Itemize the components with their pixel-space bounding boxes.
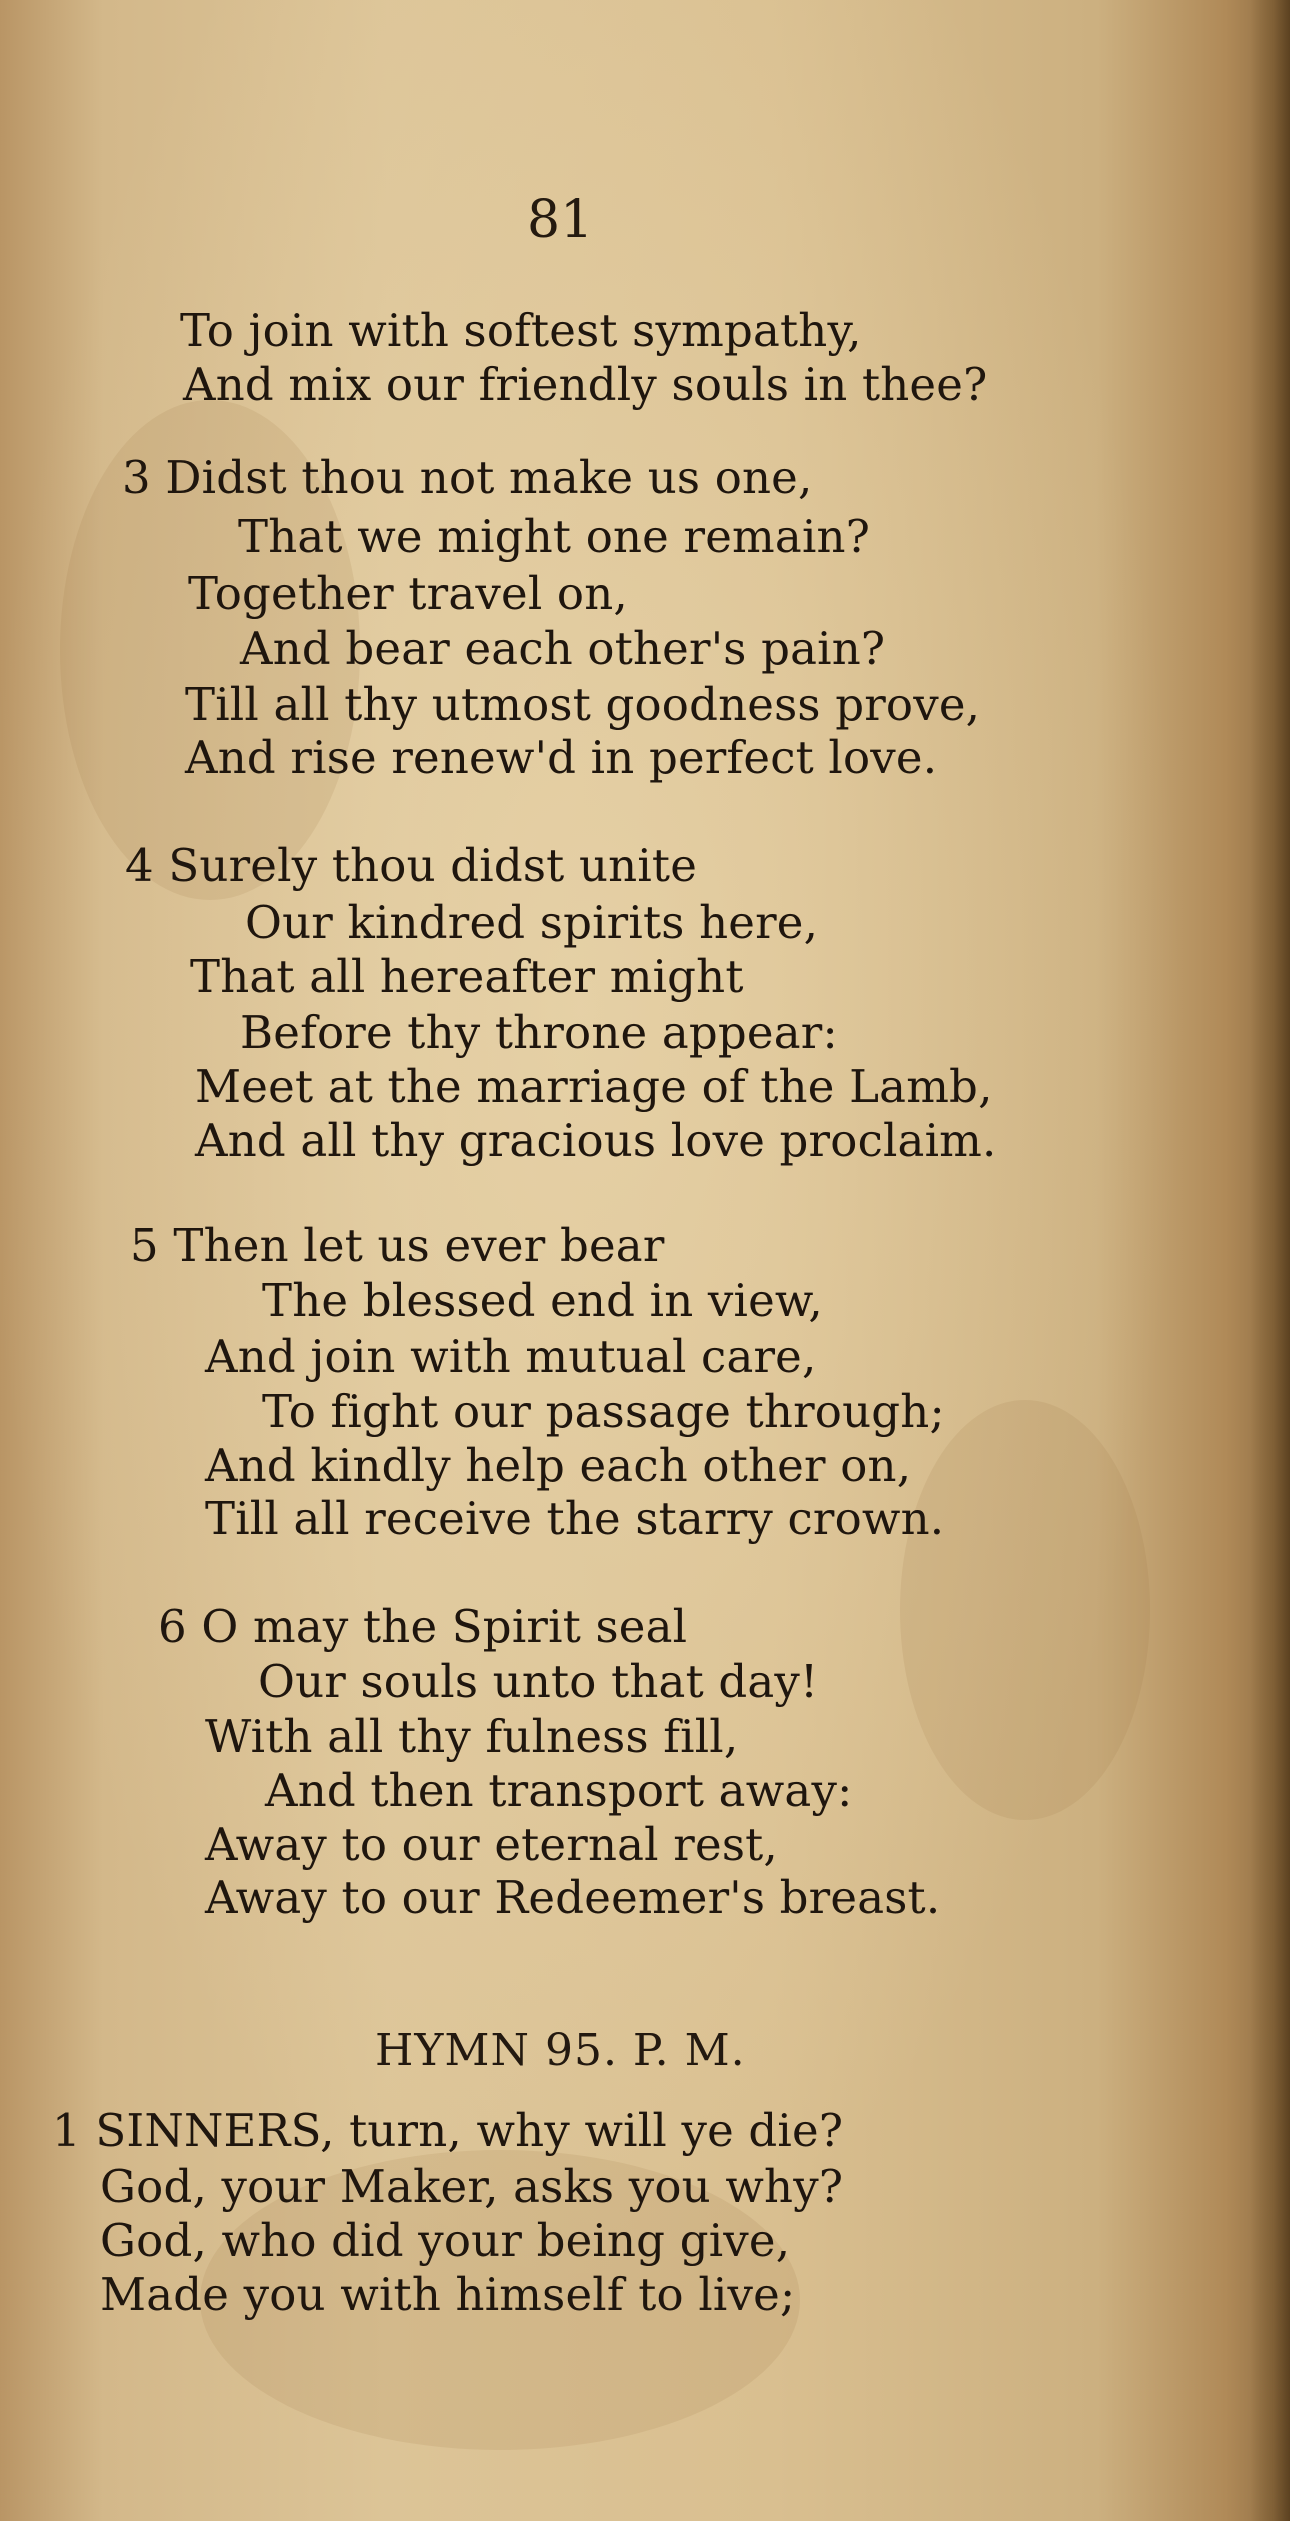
verse-text: Till all thy utmost goodness prove, xyxy=(185,678,981,731)
verse-line xyxy=(205,1492,945,1545)
verse-text: Before thy throne appear: xyxy=(240,1006,838,1059)
verse-line xyxy=(100,2160,844,2213)
verse-text: Away to our eternal rest, xyxy=(205,1818,778,1871)
verse-line xyxy=(52,2104,844,2157)
verse-text: And bear each other's pain? xyxy=(240,622,886,675)
verse-text: Together travel on, xyxy=(188,567,628,620)
verse-text: Our souls unto that day! xyxy=(258,1655,819,1708)
verse-text: To fight our passage through; xyxy=(262,1385,945,1438)
verse-text: And then transport away: xyxy=(265,1764,853,1817)
verse-text: Surely thou didst unite xyxy=(168,839,698,892)
verse-line xyxy=(185,678,981,731)
stanza-number: 5 xyxy=(130,1219,159,1272)
verse-text: Didst thou not make us one, xyxy=(165,451,813,504)
verse-line xyxy=(125,839,698,892)
verse-line xyxy=(180,304,862,357)
verse-line xyxy=(238,510,871,563)
verse-text: God, your Maker, asks you why? xyxy=(100,2160,844,2213)
verse-text: To join with softest sympathy, xyxy=(180,304,862,357)
verse-text: And mix our friendly souls in thee? xyxy=(183,358,988,411)
verse-line xyxy=(240,622,886,675)
verse-line xyxy=(190,950,744,1003)
verse-line xyxy=(205,1330,817,1383)
verse-line xyxy=(205,1871,941,1924)
verse-text: With all thy fulness fill, xyxy=(205,1710,739,1763)
stanza-number: 3 xyxy=(122,451,151,504)
stanza-number: 4 xyxy=(125,839,154,892)
verse-text: The blessed end in view, xyxy=(262,1274,823,1327)
verse-text: That we might one remain? xyxy=(238,510,871,563)
verse-line xyxy=(195,1114,997,1167)
verse-line xyxy=(195,1060,993,1113)
verse-text: That all hereafter might xyxy=(190,950,744,1003)
page-number: 81 xyxy=(527,190,594,250)
verse-text: Till all receive the starry crown. xyxy=(205,1492,945,1545)
verse-line xyxy=(205,1710,739,1763)
verse-text: Meet at the marriage of the Lamb, xyxy=(195,1060,993,1113)
verse-line xyxy=(185,731,938,784)
verse-line xyxy=(262,1385,945,1438)
verse-line xyxy=(130,1219,665,1272)
verse-line xyxy=(205,1818,778,1871)
verse-line xyxy=(158,1600,688,1653)
verse-text: Our kindred spirits here, xyxy=(245,896,819,949)
verse-text: God, who did your being give, xyxy=(100,2214,791,2267)
verse-text: And all thy gracious love proclaim. xyxy=(195,1114,997,1167)
verse-line xyxy=(100,2214,791,2267)
verse-text: Then let us ever bear xyxy=(173,1219,665,1272)
verse-line xyxy=(100,2268,796,2321)
verse-line xyxy=(183,358,988,411)
verse-text: SINNERS, turn, why will ye die? xyxy=(95,2104,844,2157)
verse-text: And rise renew'd in perfect love. xyxy=(185,731,938,784)
verse-line xyxy=(245,896,819,949)
verse-text: And kindly help each other on, xyxy=(205,1439,912,1492)
stanza-number: 6 xyxy=(158,1600,187,1653)
verse-text: Made you with himself to live; xyxy=(100,2268,796,2321)
verse-line xyxy=(262,1274,823,1327)
hymn-heading: HYMN 95. P. M. xyxy=(375,2025,746,2076)
verse-line xyxy=(240,1006,838,1059)
stanza-number: 1 xyxy=(52,2104,81,2157)
verse-line xyxy=(188,567,628,620)
verse-line xyxy=(265,1764,853,1817)
verse-text: Away to our Redeemer's breast. xyxy=(205,1871,941,1924)
verse-line xyxy=(122,451,813,504)
paper-stain xyxy=(900,1400,1150,1820)
verse-line xyxy=(258,1655,819,1708)
verse-line xyxy=(205,1439,912,1492)
verse-text: O may the Spirit seal xyxy=(201,1600,688,1653)
page-edge-shadow xyxy=(1250,0,1290,2521)
verse-text: And join with mutual care, xyxy=(205,1330,817,1383)
